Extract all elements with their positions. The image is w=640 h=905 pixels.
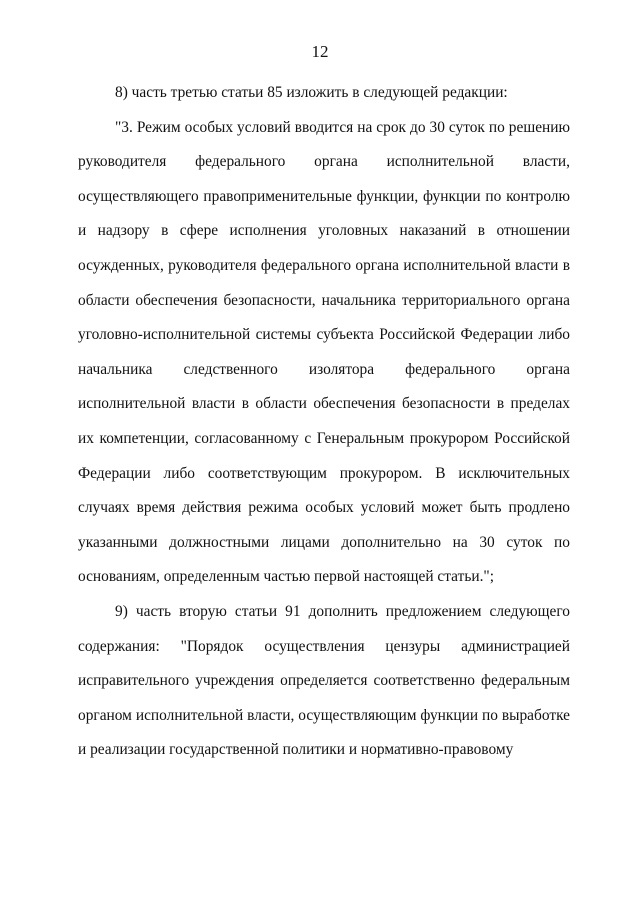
- paragraph-item-9: 9) часть вторую статьи 91 дополнить предложением следующего содержания: "Порядок осуществления цензуры администрацией исправительного учреждения определяется соответственно федеральным органом исполнительной власти, осуществляющим функции по выработке и реализации государственной политики и нормативно-правовому: [78, 602, 570, 759]
- page-number: 12: [311, 42, 329, 61]
- paragraph-item-8: 8) часть третью статьи 85 изложить в следующей редакции:: [115, 84, 508, 101]
- document-body: [78, 76, 570, 768]
- paragraph-quoted-part-3: "3. Режим особых условий вводится на срок до 30 суток по решению руководителя федерального органа исполнительной власти, осуществляющего правоприменительные функции, функции по контролю и надзору в сфере исполнения уголовных наказаний в отношении осужденных, руководителя федерального органа исполнительной власти в области обеспечения безопасности, начальника территориального органа уголовно-исполнительной системы субъекта Российской Федерации либо начальника следственного изолятора федерального органа исполнительной власти в области обеспечения безопасности в пределах их компетенции, согласованному с Генеральным прокурором Российской Федерации либо соответствующим прокурором. В исключительных случаях время действия режима особых условий может быть продлено указанными должностными лицами дополнительно на 30 суток по основаниям, определенным частью первой настоящей статьи.";: [78, 118, 570, 586]
